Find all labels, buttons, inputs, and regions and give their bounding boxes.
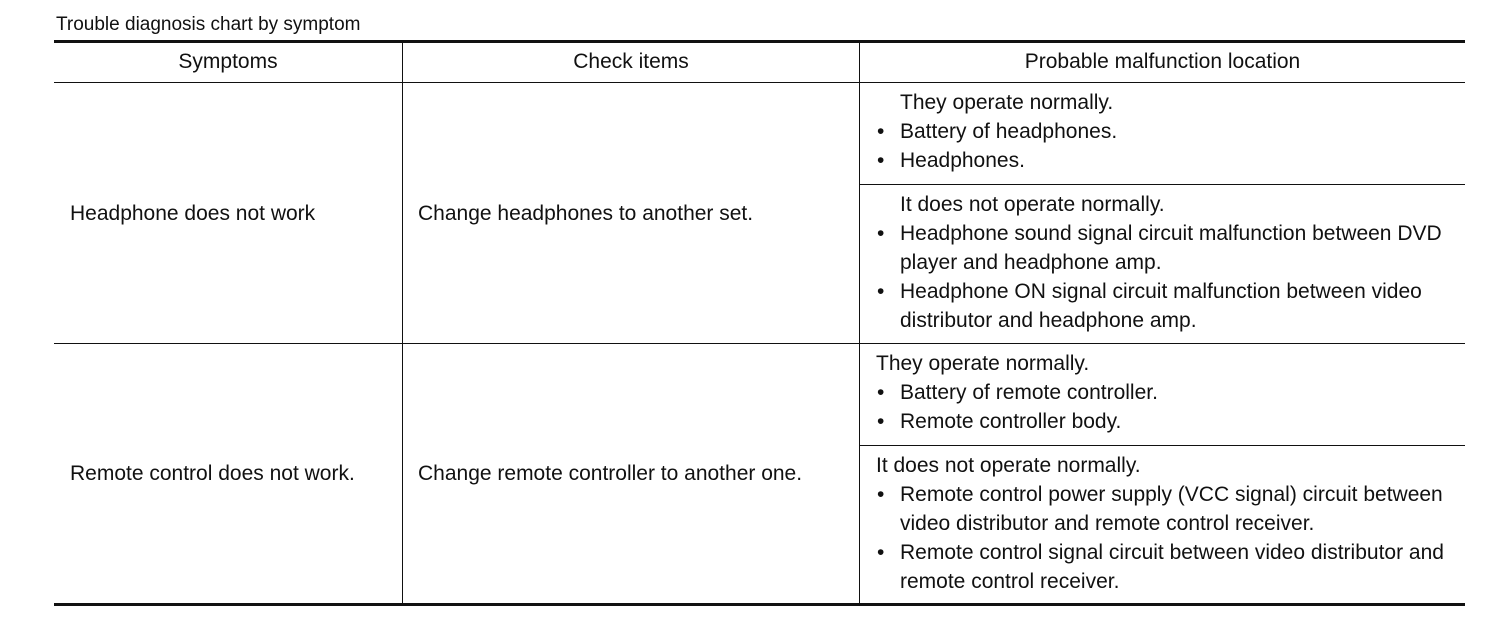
row-1-check	[418, 83, 858, 343]
list-item: • Remote control signal circuit between video distributor and remote control receiver.	[860, 538, 1460, 596]
row-1-location-ok	[860, 88, 1465, 175]
bottom-rule	[54, 603, 1465, 606]
sub-divider-2	[860, 445, 1465, 446]
row-2-ng-lead: It does not operate normally.	[876, 454, 1141, 477]
row-1-symptom	[70, 83, 400, 343]
row-2-ok-lead: They operate normally.	[876, 352, 1090, 375]
row-1-symptom-text: Headphone does not work	[70, 201, 316, 225]
row-2-symptom	[70, 344, 400, 603]
table-caption: Trouble diagnosis chart by symptom	[56, 14, 361, 35]
header-symptoms: Symptoms	[178, 49, 278, 73]
row-2-check	[418, 344, 858, 603]
row-2-symptom-text: Remote control does not work.	[70, 462, 355, 485]
header-check-items: Check items	[573, 49, 689, 73]
row-1-location-ng	[860, 190, 1460, 335]
list-item: • Headphone ON signal circuit malfunction between video distributor and headphone amp.	[860, 277, 1460, 335]
list-item: • Remote controller body.	[860, 407, 1465, 436]
col-divider-1	[402, 40, 403, 606]
diagnosis-table	[54, 40, 1465, 606]
list-item: • Headphones.	[860, 146, 1465, 175]
list-item: • Remote control power supply (VCC signal) circuit between video distributor and remote control receiver.	[860, 480, 1460, 538]
sub-divider-1	[860, 184, 1465, 185]
row-2-location-ok	[860, 349, 1465, 436]
row-2-location-ng	[860, 451, 1460, 596]
list-item: • Battery of headphones.	[860, 117, 1465, 146]
header-location: Probable malfunction location	[1024, 49, 1301, 73]
list-item: • Battery of remote controller.	[860, 378, 1465, 407]
row-1-check-text: Change headphones to another set.	[418, 201, 754, 225]
list-item: • Headphone sound signal circuit malfunction between DVD player and headphone amp.	[860, 219, 1460, 277]
row-2-check-text: Change remote controller to another one.	[418, 462, 803, 485]
row-1-ok-lead: They operate normally.	[900, 91, 1114, 114]
row-1-ng-lead: It does not operate normally.	[900, 193, 1165, 216]
